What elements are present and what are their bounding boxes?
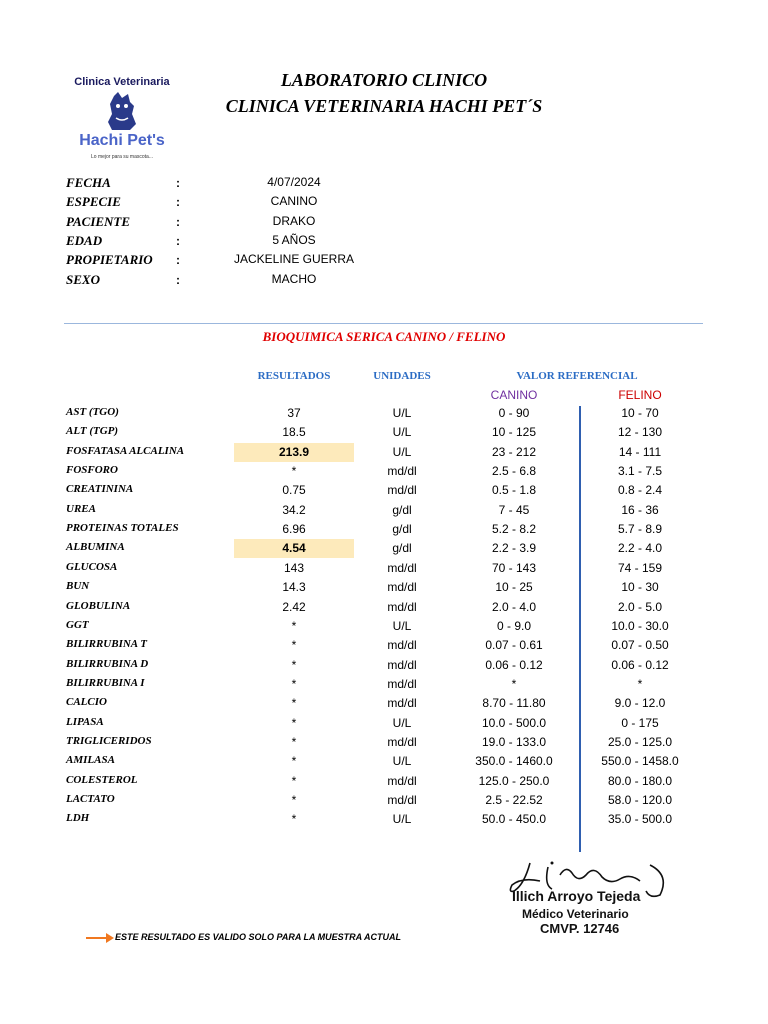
felino-reference: 0.07 - 0.50 [611,638,669,653]
result-value: 37 [287,406,301,420]
table-row [0,714,768,733]
test-name: AST (TGO) [66,406,119,418]
unit-value: md/dl [387,734,417,749]
test-name: BILIRRUBINA I [66,676,145,689]
clinic-title: CLINICA VETERINARIA HACHI PET´S [225,96,543,116]
unit-value: md/dl [387,793,417,807]
colon: : [176,215,180,229]
logo-top-text: Clinica Veterinaria [74,76,170,88]
unit-value: U/L [392,425,412,440]
table-row [0,772,768,791]
lab-title: LABORATORIO CLINICO [280,70,488,90]
table-row [0,520,768,539]
test-name: BILIRRUBINA T [66,638,147,651]
fecha-value: 4/07/2024 [267,175,321,189]
colon: : [176,234,180,248]
felino-reference: 14 - 111 [618,444,662,459]
canino-reference: 0 - 9.0 [496,618,532,633]
canino-reference: 8.70 - 11.80 [482,696,546,711]
unit-value: U/L [392,618,412,633]
canino-reference: 2.0 - 4.0 [491,599,537,614]
canino-reference: 2.5 - 6.8 [491,464,537,479]
test-name: TRIGLICERIDOS [66,734,152,747]
felino-reference: 0.06 - 0.12 [611,657,669,672]
table-row [0,675,768,694]
test-name: FOSFORO [66,464,118,477]
colon: : [176,273,180,287]
result-value: 0.75 [282,483,306,498]
canino-reference: 19.0 - 133.0 [481,734,547,749]
table-row [0,481,768,500]
felino-reference: 9.0 - 12.0 [614,696,666,711]
section-title: BIOQUIMICA SERICA CANINO / FELINO [262,329,506,344]
unit-value: md/dl [387,483,417,498]
canino-reference: 350.0 - 1460.0 [475,754,553,769]
unit-value: md/dl [387,657,417,672]
unit-value: md/dl [387,676,417,691]
propietario-value: JACKELINE GUERRA [233,252,355,266]
felino-reference: 16 - 36 [621,502,659,517]
unit-value: U/L [392,812,412,827]
test-name: AMILASA [66,754,115,767]
propietario-label: PROPIETARIO [66,252,153,267]
col-canino: CANINO [490,388,538,402]
signature-block [500,855,680,945]
result-value: 2.42 [282,599,306,614]
table-row [0,791,768,810]
canino-reference: 10 - 25 [495,580,533,595]
edad-value: 5 AÑOS [272,233,316,247]
canino-reference: 125.0 - 250.0 [478,773,550,788]
felino-reference: 3.1 - 7.5 [617,464,663,479]
result-value: 18.5 [282,425,306,440]
test-name: GLUCOSA [66,560,118,573]
felino-reference: 10 - 70 [621,406,659,420]
canino-reference: 10 - 125 [491,425,537,440]
unit-value: U/L [392,406,412,420]
table-row [0,733,768,752]
test-name: LDH [66,812,90,825]
unit-value: U/L [392,444,412,459]
canino-reference: 70 - 143 [491,560,537,575]
felino-reference: 550.0 - 1458.0 [601,754,679,769]
table-row [0,462,768,481]
unit-value: U/L [392,715,412,730]
felino-reference: 80.0 - 180.0 [607,773,673,788]
result-value: * [291,618,297,633]
felino-reference: 12 - 130 [617,425,663,440]
felino-reference: 10.0 - 30.0 [611,618,669,633]
table-row [0,559,768,578]
colon: : [176,253,180,267]
result-value: * [291,754,297,769]
result-value: 14.3 [282,580,306,595]
result-value: 143 [283,560,305,575]
test-name: ALT (TGP) [66,425,119,438]
canino-reference: 7 - 45 [498,502,530,517]
felino-reference: 35.0 - 500.0 [607,812,673,827]
col-valor-referencial: VALOR REFERENCIAL [516,370,638,382]
test-name: UREA [66,502,96,515]
canino-reference: 2.2 - 3.9 [491,541,537,556]
table-row [0,404,768,423]
result-value: 213.9 [234,443,354,462]
canino-reference: 0.06 - 0.12 [485,657,543,672]
table-row [0,617,768,636]
test-name: COLESTEROL [66,773,138,786]
felino-reference: 10 - 30 [621,580,659,595]
test-name: BUN [66,580,90,593]
result-value: * [291,793,297,807]
unit-value: md/dl [387,638,417,653]
result-value: * [291,464,297,479]
canino-reference: 23 - 212 [491,444,537,459]
colon: : [176,176,180,190]
signature-role: Médico Veterinario [522,907,629,921]
signature-cmvp: CMVP. 12746 [540,921,620,936]
test-name: GGT [66,618,89,631]
unit-value: md/dl [387,560,417,575]
fecha-label: FECHA [66,175,111,190]
canino-reference: 2.5 - 22.52 [485,793,543,807]
table-row [0,578,768,597]
logo-name: Hachi Pet's [79,132,165,149]
test-name: FOSFATASA ALCALINA [66,444,185,457]
unit-value: md/dl [387,580,417,595]
canino-reference: 5.2 - 8.2 [491,522,537,537]
edad-label: EDAD [66,233,103,248]
result-value: * [291,812,297,827]
felino-reference: 0 - 175 [621,715,659,730]
table-row [0,752,768,771]
unit-value: md/dl [387,599,417,614]
table-row [0,656,768,675]
result-value: 6.96 [282,522,306,537]
test-name: LIPASA [66,715,104,728]
unit-value: g/dl [392,541,412,556]
felino-reference: 74 - 159 [617,560,663,575]
result-value: * [291,657,297,672]
result-value: 34.2 [282,502,306,517]
table-row [0,443,768,462]
test-name: CALCIO [66,696,107,709]
result-value: 4.54 [234,539,354,558]
canino-reference: 50.0 - 450.0 [481,812,547,827]
table-row [0,539,768,558]
canino-reference: * [511,676,517,691]
arrow-right-icon [86,932,114,944]
test-name: LACTATO [66,793,115,805]
especie-label: ESPECIE [66,194,121,209]
table-row [0,423,768,442]
especie-value: CANINO [270,194,318,208]
test-name: CREATININA [66,483,134,496]
felino-reference: 2.2 - 4.0 [617,541,663,556]
sexo-label: SEXO [66,272,100,287]
table-row [0,598,768,617]
canino-reference: 10.0 - 500.0 [481,715,547,730]
divider [64,323,703,324]
result-value: * [291,734,297,749]
result-value: * [291,696,297,711]
col-resultados: RESULTADOS [257,370,331,382]
signature-name: Illich Arroyo Tejeda [512,888,641,904]
footer-note: ESTE RESULTADO ES VALIDO SOLO PARA LA MUESTRA ACTUAL [115,932,402,942]
canino-reference: 0.5 - 1.8 [491,483,537,498]
unit-value: md/dl [387,696,417,711]
result-value: * [291,773,297,788]
col-unidades: UNIDADES [373,370,431,382]
logo-tagline: Lo mejor para su mascota... [91,154,153,160]
unit-value: g/dl [392,502,412,517]
table-row [0,694,768,713]
unit-value: g/dl [392,522,412,537]
result-value: * [291,676,297,691]
felino-reference: 5.7 - 8.9 [617,522,663,537]
colon: : [176,195,180,209]
paciente-label: PACIENTE [66,214,131,229]
table-row [0,501,768,520]
unit-value: md/dl [387,464,417,479]
test-name: ALBUMINA [66,541,125,554]
table-row [0,636,768,655]
felino-reference: 0.8 - 2.4 [617,483,663,498]
felino-reference: 58.0 - 120.0 [607,793,673,807]
test-name: PROTEINAS TOTALES [66,522,179,535]
unit-value: U/L [392,754,412,769]
test-name: GLOBULINA [66,599,131,612]
unit-value: md/dl [387,773,417,788]
col-felino: FELINO [618,388,662,402]
table-row [0,810,768,829]
test-name: BILIRRUBINA D [66,657,149,670]
result-value: * [291,638,297,653]
canino-reference: 0 - 90 [498,406,530,420]
sexo-value: MACHO [271,272,317,286]
result-value: * [291,715,297,730]
felino-reference: * [637,676,643,691]
felino-reference: 2.0 - 5.0 [617,599,663,614]
felino-reference: 25.0 - 125.0 [607,734,673,749]
paciente-value: DRAKO [272,214,316,228]
canino-reference: 0.07 - 0.61 [485,638,543,653]
